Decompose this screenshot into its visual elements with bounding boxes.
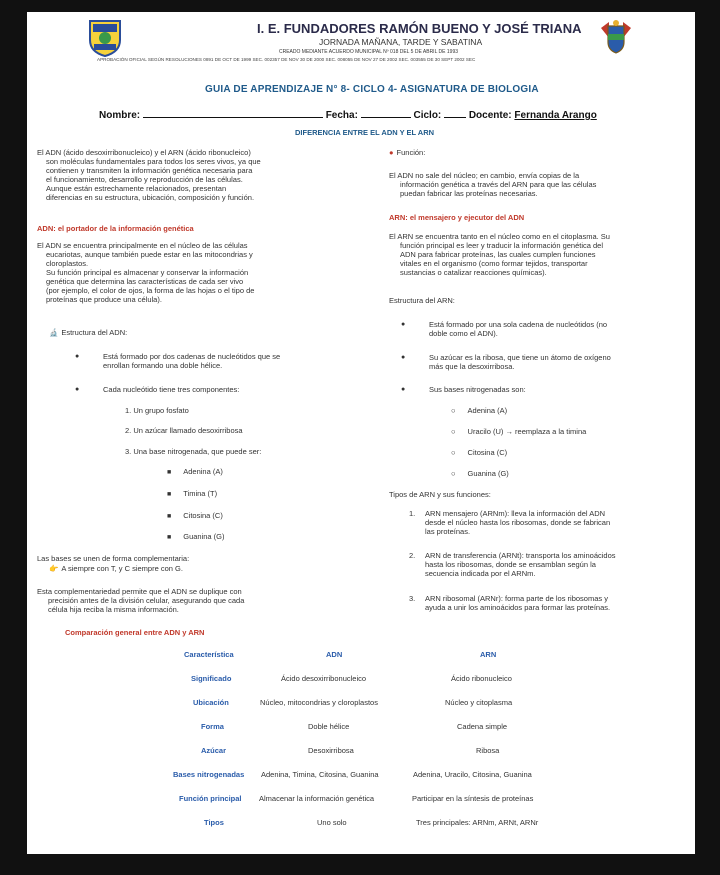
table-row-label: Bases nitrogenadas [173,770,245,779]
base-text: Guanina (G) [467,469,509,478]
table-cell: Adenina, Uracilo, Citosina, Guanina [413,770,532,779]
name-label: Nombre: [99,110,141,121]
adn-component-3: 3. Una base nitrogenada, que puede ser: [125,447,262,456]
cycle-label: Ciclo: [413,110,442,121]
table-cell: Ácido ribonucleico [451,674,512,683]
table-cell: Ribosa [476,746,500,755]
table-cell: Uno solo [317,818,347,827]
text-line: precisión antes de la división celular, asegurando que cada [48,596,245,605]
pairing-text: Las bases se unen de forma complementaria: [37,554,190,563]
student-info-form [99,107,597,121]
adn-component-1: 1. Un grupo fosfato [125,406,189,415]
document-page [27,12,695,854]
date-field[interactable] [361,107,411,118]
name-field[interactable] [143,107,323,118]
table-cell: Adenina, Timina, Citosina, Guanina [261,770,379,779]
funcion-label-text: Función: [396,148,426,157]
square-bullet-icon: ■ [167,534,172,541]
text-line: doble como el ADN). [429,329,498,338]
adn-bullet-2 [75,385,240,394]
table-row-label: Azúcar [201,746,227,755]
text-line: El ADN (ácido desoxirribonucleico) y el ARN (ácido ribonucleico) [37,148,251,157]
text-line: genética que determina las características de cada ser vivo [46,277,244,286]
school-shield-logo [87,18,123,58]
text-line: (por ejemplo, el color de ojos, la forma de las hojas o el tipo de [46,286,255,295]
adn-heading: ADN: el portador de la información genética [37,224,194,233]
text-line: ADN para fabricar proteínas, las cuales cumplen funciones [400,250,596,259]
text-line: hasta los ribosomas, donde se ensamblan según la [425,560,596,569]
text-line: vitales en el organismo (como formar tejidos, transportar [400,259,588,268]
text-line: contienen y transmiten la información genética necesaria para [46,166,253,175]
base-text: Adenina (A) [183,467,223,476]
text-line: ARN ribosomal (ARNr): forma parte de los ribosomas y [425,594,608,603]
arn-base-2 [451,427,586,436]
table-row-label: Función principal [179,794,242,803]
table-row-label: Ubicación [193,698,229,707]
text-line: Cada nucleótido tiene tres componentes: [103,385,240,394]
text-line: el funcionamiento, desarrollo y reproducción de las células. [46,175,243,184]
text-line: ayuda a unir los aminoácidos para formar las proteínas. [425,603,611,612]
base-text: Adenina (A) [467,406,508,415]
pointing-hand-icon: 👉 [49,564,59,573]
table-header-adn: ADN [326,650,343,659]
arn-base-3 [451,448,507,457]
pairing-rule [49,564,183,573]
arn-heading: ARN: el mensajero y ejecutor del ADN [389,213,525,222]
circle-bullet-icon: ○ [451,448,456,457]
school-schedule: JORNADA MAÑANA, TARDE Y SABATINA [319,37,483,47]
cycle-field[interactable] [444,107,466,118]
text-line: desde el núcleo hasta los ribosomas, donde se fabrican [425,518,611,527]
adn-structure-label [49,328,127,337]
adn-base-1 [167,467,223,477]
text-line: proteínas que produce una célula). [46,295,162,304]
base-text: Citosina (C) [183,511,223,520]
text-line: Su función principal es almacenar y conservar la información [46,268,249,277]
table-cell: Desoxirribosa [308,746,354,755]
circle-bullet-icon: ○ [451,406,456,415]
text-line: Está formado por dos cadenas de nucleótidos que se [103,352,281,361]
teacher-label: Docente: [468,110,512,121]
square-bullet-icon: ■ [167,513,172,520]
brain-icon: ● [389,148,394,157]
structure-label-text: Estructura del ADN: [61,328,128,337]
table-cell: Almacenar la información genética [259,794,375,803]
funcion-paragraph [389,171,596,198]
text-line: El ADN se encuentra principalmente en el núcleo de las células [37,241,248,250]
text-line: eucariotas, aunque también puede estar en las mitocondrias y [46,250,253,259]
table-cell: Tres principales: ARNm, ARNt, ARNr [416,818,539,827]
text-line: puedan fabricar las proteínas necesarias. [400,189,538,198]
text-line: más que la desoxirribosa. [429,362,515,371]
bullet-icon: ● [401,321,406,328]
arn-base-4 [451,469,509,478]
square-bullet-icon: ■ [167,469,172,476]
table-cell: Doble hélice [308,722,350,731]
text-line: Esta complementariedad permite que el ADN se duplique con [37,587,242,596]
section-subtitle: DIFERENCIA ENTRE EL ADN Y EL ARN [295,128,435,137]
text-line: Está formado por una sola cadena de nucleótidos (no [429,320,608,329]
circle-bullet-icon: ○ [451,427,456,436]
school-creation: CREADO MEDIANTE ACUERDO MUNICIPAL Nº 018 DEL 5 DE ABRIL DE 1993 [279,49,459,55]
coat-of-arms-logo [599,18,633,56]
intro-paragraph [37,148,261,202]
adn-paragraph [37,241,254,304]
table-cell: Núcleo y citoplasma [445,698,513,707]
guide-title: GUIA DE APRENDIZAJE N° 8- CICLO 4- ASIGNATURA DE BIOLOGIA [205,84,539,95]
comparison-heading: Comparación general entre ADN y ARN [65,628,205,637]
arn-bullet-2 [401,353,611,371]
table-row-label: Significado [191,674,232,683]
list-number: 2. [409,551,416,560]
pairing-rule-text: A siempre con T, y C siempre con G. [61,564,183,573]
text-line: diferencias en su estructura, ubicación, composición y función. [46,193,255,202]
square-bullet-icon: ■ [167,491,172,498]
arn-type-3 [409,594,610,612]
text-line: El ADN no sale del núcleo; en cambio, envía copias de la [389,171,580,180]
microscope-icon: 🔬 [49,328,59,337]
teacher-name: Fernanda Arango [514,110,597,121]
arn-type-1 [409,509,610,536]
arn-types-label: Tipos de ARN y sus funciones: [389,490,491,499]
text-line: Aunque están estrechamente relacionados, presentan [46,184,227,193]
table-header-arn: ARN [480,650,497,659]
arn-bullet-3 [401,385,526,394]
base-text: Uracilo (U) → reemplaza a la timina [467,427,587,436]
text-line: función principal es leer y traducir la información genética del [400,241,604,250]
arn-structure-label: Estructura del ARN: [389,296,455,305]
text-line: Su azúcar es la ribosa, que tiene un átomo de oxígeno [429,353,611,362]
text-line: ARN mensajero (ARNm): lleva la información del ADN [425,509,606,518]
adn-bullet-1 [75,352,281,370]
table-header-feature: Característica [184,650,234,659]
bullet-icon: ● [401,386,406,393]
table-row-label: Tipos [204,818,224,827]
list-number: 1. [409,509,416,518]
arn-type-2 [409,551,616,578]
base-text: Citosina (C) [467,448,508,457]
adn-base-3 [167,511,223,521]
school-approval: APROBACIÓN OFICIAL SEGÚN RESOLUCIONES 0891 DE OCT DE 1999 SEC. 002357 DE NOV 30 DE 2000 SEC. 008055 DE NOV 27 DE 2002 SEC. 003555 DE 30 SEPT 2002 SEC [97,57,476,62]
text-line: sustancias o catalizar reacciones químicas). [400,268,547,277]
text-line: las proteínas. [425,527,471,536]
text-line: ARN de transferencia (ARNt): transporta los aminoácidos [425,551,616,560]
date-label: Fecha: [325,110,358,121]
text-line: enrollan formando una doble hélice. [103,361,223,370]
list-number: 3. [409,594,416,603]
text-line: secuencia indicada por el ARNm. [425,569,536,578]
school-name: I. E. FUNDADORES RAMÓN BUENO Y JOSÉ TRIANA [257,21,582,36]
text-line: información genética a través del ARN para que las células [400,180,597,189]
text-line: El ARN se encuentra tanto en el núcleo como en el citoplasma. Su [389,232,610,241]
bullet-icon: ● [75,353,80,360]
complement-paragraph [37,587,244,614]
bullet-icon: ● [401,354,406,361]
arn-paragraph [389,232,610,277]
text-line: célula hija reciba la misma información. [48,605,179,614]
table-cell: Ácido desoxirribonucleico [281,674,367,683]
arn-bullet-1 [401,320,608,338]
base-text: Timina (T) [183,489,218,498]
text-line: Sus bases nitrogenadas son: [429,385,526,394]
adn-component-2: 2. Un azúcar llamado desoxirribosa [125,426,243,435]
text-line: cloroplastos. [46,259,89,268]
bullet-icon: ● [75,386,80,393]
text-line: son moléculas fundamentales para todos los seres vivos, ya que [46,157,261,166]
base-text: Guanina (G) [183,532,225,541]
adn-base-4 [167,532,225,542]
table-cell: Participar en la síntesis de proteínas [412,794,534,803]
table-cell: Cadena simple [457,722,508,731]
adn-base-2 [167,489,217,499]
table-cell: Núcleo, mitocondrias y cloroplastos [260,698,378,707]
table-row-label: Forma [201,722,224,731]
arn-base-1 [451,406,507,415]
funcion-label [389,148,425,157]
circle-bullet-icon: ○ [451,469,456,478]
